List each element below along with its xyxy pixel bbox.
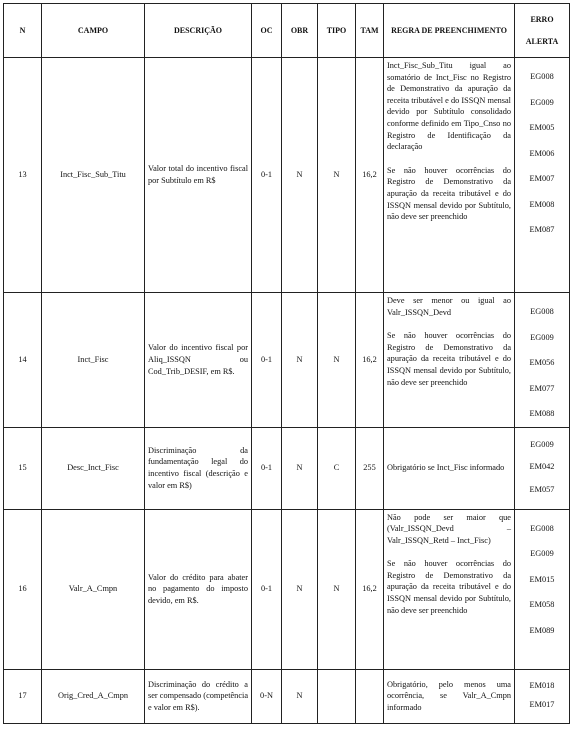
cell-tam: 16,2 <box>356 509 384 669</box>
table-row <box>4 58 570 293</box>
rule-paragraph: Se não houver ocorrências do Registro de Demonstrativo da apuração da receita tributável e do ISSQN mensal devido por Subtítulo, não deve ser preenchido <box>387 331 511 387</box>
table-row <box>4 509 570 669</box>
header-erro-alerta <box>515 4 570 58</box>
rule-paragraph: Não pode ser maior que (Valr_ISSQN_Devd – Valr_ISSQN_Retd – Inct_Fisc) <box>387 512 511 545</box>
error-code: EG009 <box>530 332 554 342</box>
cell-n: 16 <box>4 509 42 669</box>
error-code: EG009 <box>530 439 554 449</box>
cell-tam: 16,2 <box>356 293 384 428</box>
cell-descricao: Valor total do incentivo fiscal por Subtítulo em R$ <box>145 58 252 293</box>
cell-tam: 16,2 <box>356 58 384 293</box>
error-code: EM058 <box>529 600 555 609</box>
error-code: EM007 <box>529 174 555 183</box>
cell-tipo: N <box>318 509 356 669</box>
cell-oc: 0-1 <box>252 58 282 293</box>
cell-erros <box>515 509 570 669</box>
field-spec-table <box>3 3 570 724</box>
cell-descricao: Valor do incentivo fiscal por Aliq_ISSQN ou Cod_Trib_DESIF, em R$. <box>145 293 252 428</box>
cell-n: 14 <box>4 293 42 428</box>
cell-erros <box>515 669 570 723</box>
cell-erros <box>515 293 570 428</box>
error-code: EG009 <box>530 549 554 558</box>
error-code: EG008 <box>530 72 554 81</box>
cell-obr: N <box>282 669 318 723</box>
error-code: EG008 <box>530 523 554 533</box>
cell-erros <box>515 427 570 509</box>
error-code: EM008 <box>529 199 555 209</box>
header-obr: OBR <box>282 4 318 58</box>
cell-campo: Valr_A_Cmpn <box>42 509 145 669</box>
cell-obr: N <box>282 58 318 293</box>
error-code: EM057 <box>529 484 555 494</box>
rule-paragraph: Deve ser menor ou igual ao Valr_ISSQN_Devd <box>387 296 511 317</box>
cell-campo: Desc_Inct_Fisc <box>42 427 145 509</box>
rule-paragraph: Inct_Fisc_Sub_Titu igual ao somatório de Inct_Fisc no Registro de Demonstrativo da apuração da receita tributável e do ISSQN mensal devido por Subtítulo consolidado conforme definido em Tipo_Cnso no Registro de Identificação da declaração <box>387 61 511 152</box>
cell-descricao: Discriminação do crédito a ser compensado (competência e valor em R$). <box>145 669 252 723</box>
error-code: EM077 <box>529 383 555 393</box>
cell-tipo: N <box>318 58 356 293</box>
header-erro: ERRO <box>530 14 554 24</box>
header-oc: OC <box>252 4 282 58</box>
header-alerta: ALERTA <box>525 36 559 46</box>
cell-regra <box>384 669 515 723</box>
error-code: EM056 <box>529 358 555 367</box>
table-row <box>4 669 570 723</box>
cell-erros <box>515 58 570 293</box>
cell-campo: Orig_Cred_A_Cmpn <box>42 669 145 723</box>
error-code: EM006 <box>529 148 555 158</box>
cell-tipo: C <box>318 427 356 509</box>
header-descricao: DESCRIÇÃO <box>145 4 252 58</box>
error-code: EM087 <box>529 225 555 234</box>
rule-paragraph: Obrigatório, pelo menos uma ocorrência, se Valr_A_Cmpn informado <box>387 679 511 712</box>
cell-tam <box>356 669 384 723</box>
cell-oc: 0-N <box>252 669 282 723</box>
error-code: EM015 <box>529 574 555 584</box>
cell-tipo <box>318 669 356 723</box>
rule-paragraph: Se não houver ocorrências do Registro de Demonstrativo da apuração da receita tributável e do ISSQN mensal devido por Subtítulo, não deve ser preenchido <box>387 165 511 222</box>
cell-regra <box>384 509 515 669</box>
cell-regra <box>384 427 515 509</box>
table-row <box>4 427 570 509</box>
header-n: N <box>4 4 42 58</box>
header-regra: REGRA DE PREENCHIMENTO <box>384 4 515 58</box>
rule-paragraph: Obrigatório se Inct_Fisc informado <box>387 463 505 473</box>
error-code: EM018 <box>529 680 555 690</box>
error-code: EG009 <box>530 97 554 107</box>
header-row <box>4 4 570 58</box>
cell-oc: 0-1 <box>252 427 282 509</box>
header-tam: TAM <box>356 4 384 58</box>
cell-descricao: Discriminação da fundamentação legal do incentivo fiscal (descrição e valor em R$) <box>145 427 252 509</box>
error-code: EG008 <box>530 307 554 316</box>
cell-regra <box>384 293 515 428</box>
cell-campo: Inct_Fisc <box>42 293 145 428</box>
cell-oc: 0-1 <box>252 509 282 669</box>
error-code: EM017 <box>529 699 555 709</box>
error-code: EM042 <box>529 462 555 471</box>
cell-n: 15 <box>4 427 42 509</box>
cell-obr: N <box>282 509 318 669</box>
header-tipo: TIPO <box>318 4 356 58</box>
cell-campo: Inct_Fisc_Sub_Titu <box>42 58 145 293</box>
error-code: EM005 <box>529 123 555 132</box>
cell-descricao: Valor do crédito para abater no pagamento do imposto devido, em R$. <box>145 509 252 669</box>
header-campo: CAMPO <box>42 4 145 58</box>
cell-oc: 0-1 <box>252 293 282 428</box>
error-code: EM088 <box>529 409 555 418</box>
table-row <box>4 293 570 428</box>
cell-n: 17 <box>4 669 42 723</box>
cell-regra <box>384 58 515 293</box>
cell-obr: N <box>282 427 318 509</box>
error-code: EM089 <box>529 625 555 635</box>
rule-paragraph: Se não houver ocorrências do Registro de Demonstrativo da apuração da receita tributável e do ISSQN mensal devido por Subtítulo, não deve ser preenchido <box>387 559 511 615</box>
cell-n: 13 <box>4 58 42 293</box>
cell-tipo: N <box>318 293 356 428</box>
cell-tam: 255 <box>356 427 384 509</box>
cell-obr: N <box>282 293 318 428</box>
